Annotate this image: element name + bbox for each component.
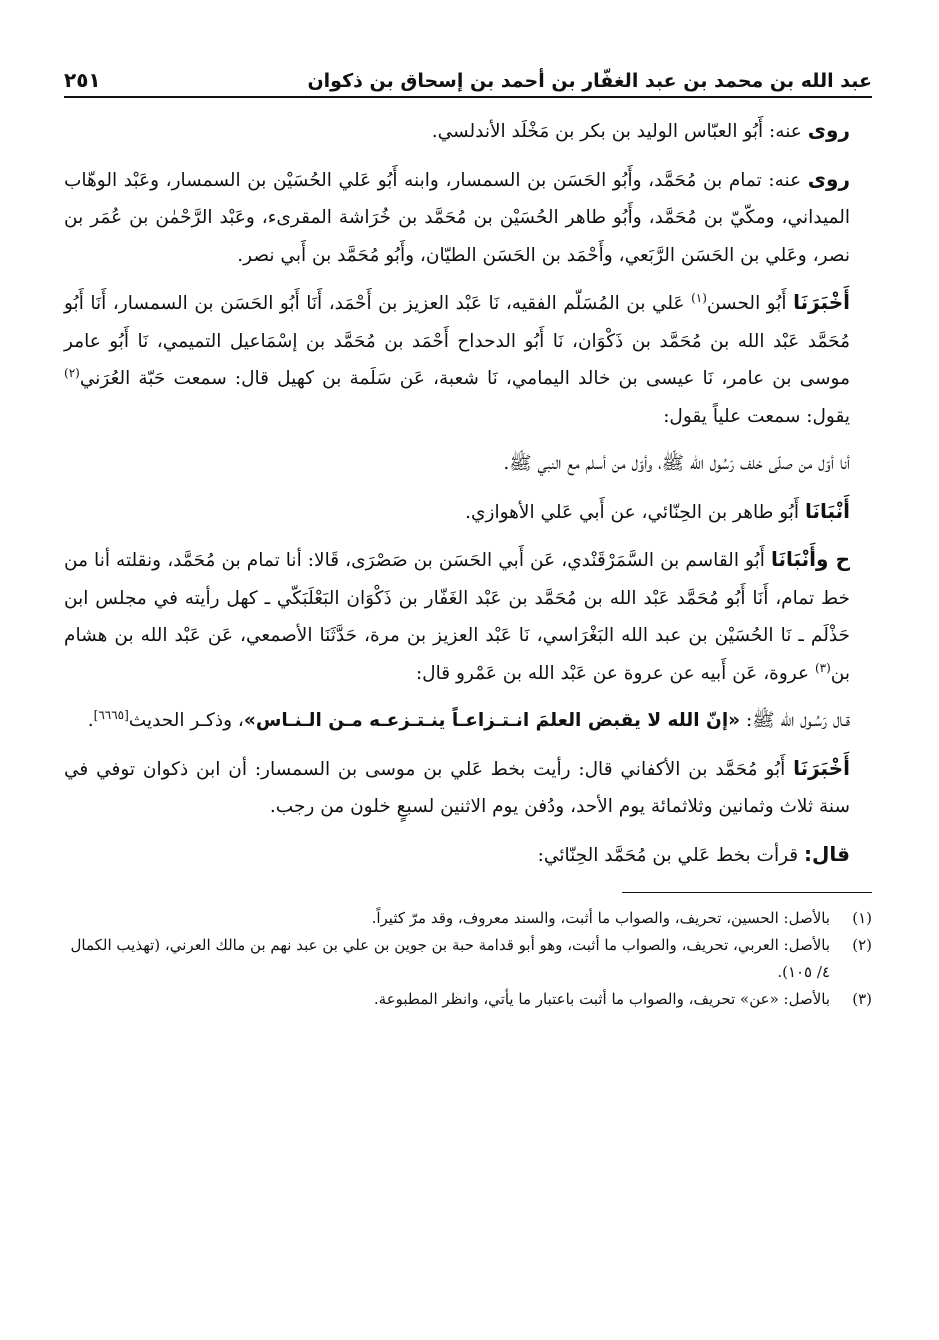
paragraph-6	[64, 541, 872, 692]
footnote-number: (٣)	[852, 990, 872, 1008]
paragraph-lead: ح وأَنْبَانَا	[770, 547, 850, 571]
footnote-ref-1[interactable]: (١)	[691, 290, 707, 305]
footnote-text: بالأصل: العربي، تحريف، والصواب ما أثبت، وهو أبو قدامة حبة بن جوين بن علي بن عبد نهم بن مالك العرني، (تهذيب الكمال ٤/ ١٠٥).	[70, 936, 830, 981]
main-text	[64, 112, 872, 874]
hadith-number: [٦٦٦٥]	[93, 707, 129, 722]
paragraph-lead: قال:	[804, 841, 850, 866]
paragraph-text: يقول: سمعت علياً يقول:	[663, 405, 850, 427]
paragraph-8	[64, 750, 872, 826]
paragraph-lead: أَخْبَرَنَا	[793, 755, 850, 780]
footnote-1	[64, 905, 872, 932]
footnote-ref-2[interactable]: (٢)	[64, 365, 80, 380]
book-page	[64, 56, 872, 1286]
paragraph-1	[64, 112, 872, 151]
paragraph-9	[64, 836, 872, 875]
paragraph-text: أنا أوّل من صلّى خلف رَسُول الله ﷺ، وأوّل من أسلم مع النبي ﷺ.	[503, 453, 850, 474]
paragraph-4	[64, 445, 872, 483]
page-header	[64, 56, 872, 98]
footnote-2	[64, 932, 872, 986]
footnote-number: (٢)	[852, 936, 872, 954]
paragraph-text: عروة، عَن أَبيه عن عروة عن عَبْد الله بن عَمْرو قال:	[415, 662, 815, 684]
paragraph-text: ، وذكـر الحديث	[128, 710, 244, 731]
paragraph-7	[64, 702, 872, 740]
paragraph-lead: أَنْبَانَا	[804, 498, 850, 523]
paragraph-text: أَبُو طاهر بن الحِنّائي، عن أَبي عَلي الأهوازي.	[465, 501, 805, 523]
running-title: عبد الله بن محمد بن عبد الغفّار بن أحمد بن إسحاق بن ذكوان	[307, 70, 872, 92]
paragraph-lead: روى	[807, 118, 850, 142]
paragraph-text: أَبُو القاسم بن السَّمَرْقَنْدي، عَن أَبي الحَسَن بن صَصْرَى، قَالا: أنا تمام بن مُحَمَّد، ونقلته أنا من خط تمام، أَنَا أَبُو مُحَمَّد عَبْد الله بن مُحَمَّد بن عَبْد الغَفّار بن ذَكْوَان البَعْلَبَكّي ـ كهل رأيته في مجلس ابن حَذْلَم ـ نَا الحُسَيْن بن عبد الله البَغْرَاسي، نَا عَبْد العزيز بن مرة، حَدَّثَنَا الأصمعي، عَن عَبْد الله بن هشام بن	[64, 550, 850, 684]
paragraph-2	[64, 161, 872, 275]
paragraph-text: أَبُو مُحَمَّد بن الأكفاني قال: رأيت بخط عَلي بن موسى بن السمسار: أن ابن ذكوان توفي في سنة ثلاث وثمانين وثلاثمائة يوم الأحد، ودُفن يوم الاثنين لسبعٍ خلون من رجب.	[64, 758, 850, 817]
paragraph-text: أَبُو الحسن	[706, 293, 794, 314]
footnote-3	[64, 986, 872, 1013]
paragraph-lead: أَخْبَرَنَا	[793, 290, 850, 314]
paragraph-text: عَلي بن المُسَلّم الفقيه، نَا عَبْد العزيز بن أَحْمَد، أَنَا أَبُو الحَسَن بن السمسار، أَنَا أَبُو مُحَمَّد عَبْد الله بن مُحَمَّد بن ذَكْوَان، نَا أَبُو الدحداح أَحْمَد بن مُحَمَّد بن إسْمَاعيل التميمي، نَا أَبُو عامر موسى بن عامر، نَا عيسى بن خالد اليمامي، نَا شعبة، عَن سَلَمة بن كهيل قال: سمعت حَبّة العُرَني	[64, 293, 850, 389]
paragraph-text: قرأت بخط عَلي بن مُحَمَّد الحِنّائي:	[537, 844, 805, 866]
footnote-ref-3[interactable]: (٣)	[814, 660, 831, 675]
footnotes	[64, 905, 872, 1013]
paragraph-lead: روى	[807, 166, 850, 191]
paragraph-3	[64, 284, 872, 435]
hadith-quote: «إنّ الله لا يقبض العلمَ انـتـزاعـاً ينـتـزعـه مـن الـنـاس»	[243, 710, 741, 731]
footnote-divider	[622, 892, 872, 893]
page-number: ٢٥١	[64, 68, 101, 92]
footnote-text: بالأصل: «عن» تحريف، والصواب ما أثبت باعتبار ما يأتي، وانظر المطبوعة.	[373, 990, 830, 1008]
paragraph-text: عنه: أَبُو العبّاس الوليد بن بكر بن مَخْلَد الأندلسي.	[431, 121, 808, 142]
paragraph-5	[64, 493, 872, 532]
paragraph-text: قـال رَسُـول الله ﷺ:	[740, 710, 850, 731]
footnote-number: (١)	[852, 909, 872, 927]
footnote-text: بالأصل: الحسين، تحريف، والصواب ما أثبت، والسند معروف، وقد مرّ كثيراً.	[371, 909, 830, 927]
paragraph-text: عنه: تمام بن مُحَمَّد، وأَبُو الحَسَن بن السمسار، وابنه أَبُو عَلي الحُسَيْن بن السمسار، وعَبْد الوهّاب الميداني، ومكّيّ بن مُحَمَّد، وأَبُو طاهر الحُسَيْن بن مُحَمَّد بن خُرَاشة المقرىء، وعَبْد الرَّحْمٰن بن عُمَر بن نصر، وعَلي بن الحَسَن الرَّبَعي، وأَحْمَد بن الحَسَن الطيّان، وأَبُو مُحَمَّد بن أَبي نصر.	[64, 169, 850, 266]
paragraph-text: .	[87, 710, 94, 731]
